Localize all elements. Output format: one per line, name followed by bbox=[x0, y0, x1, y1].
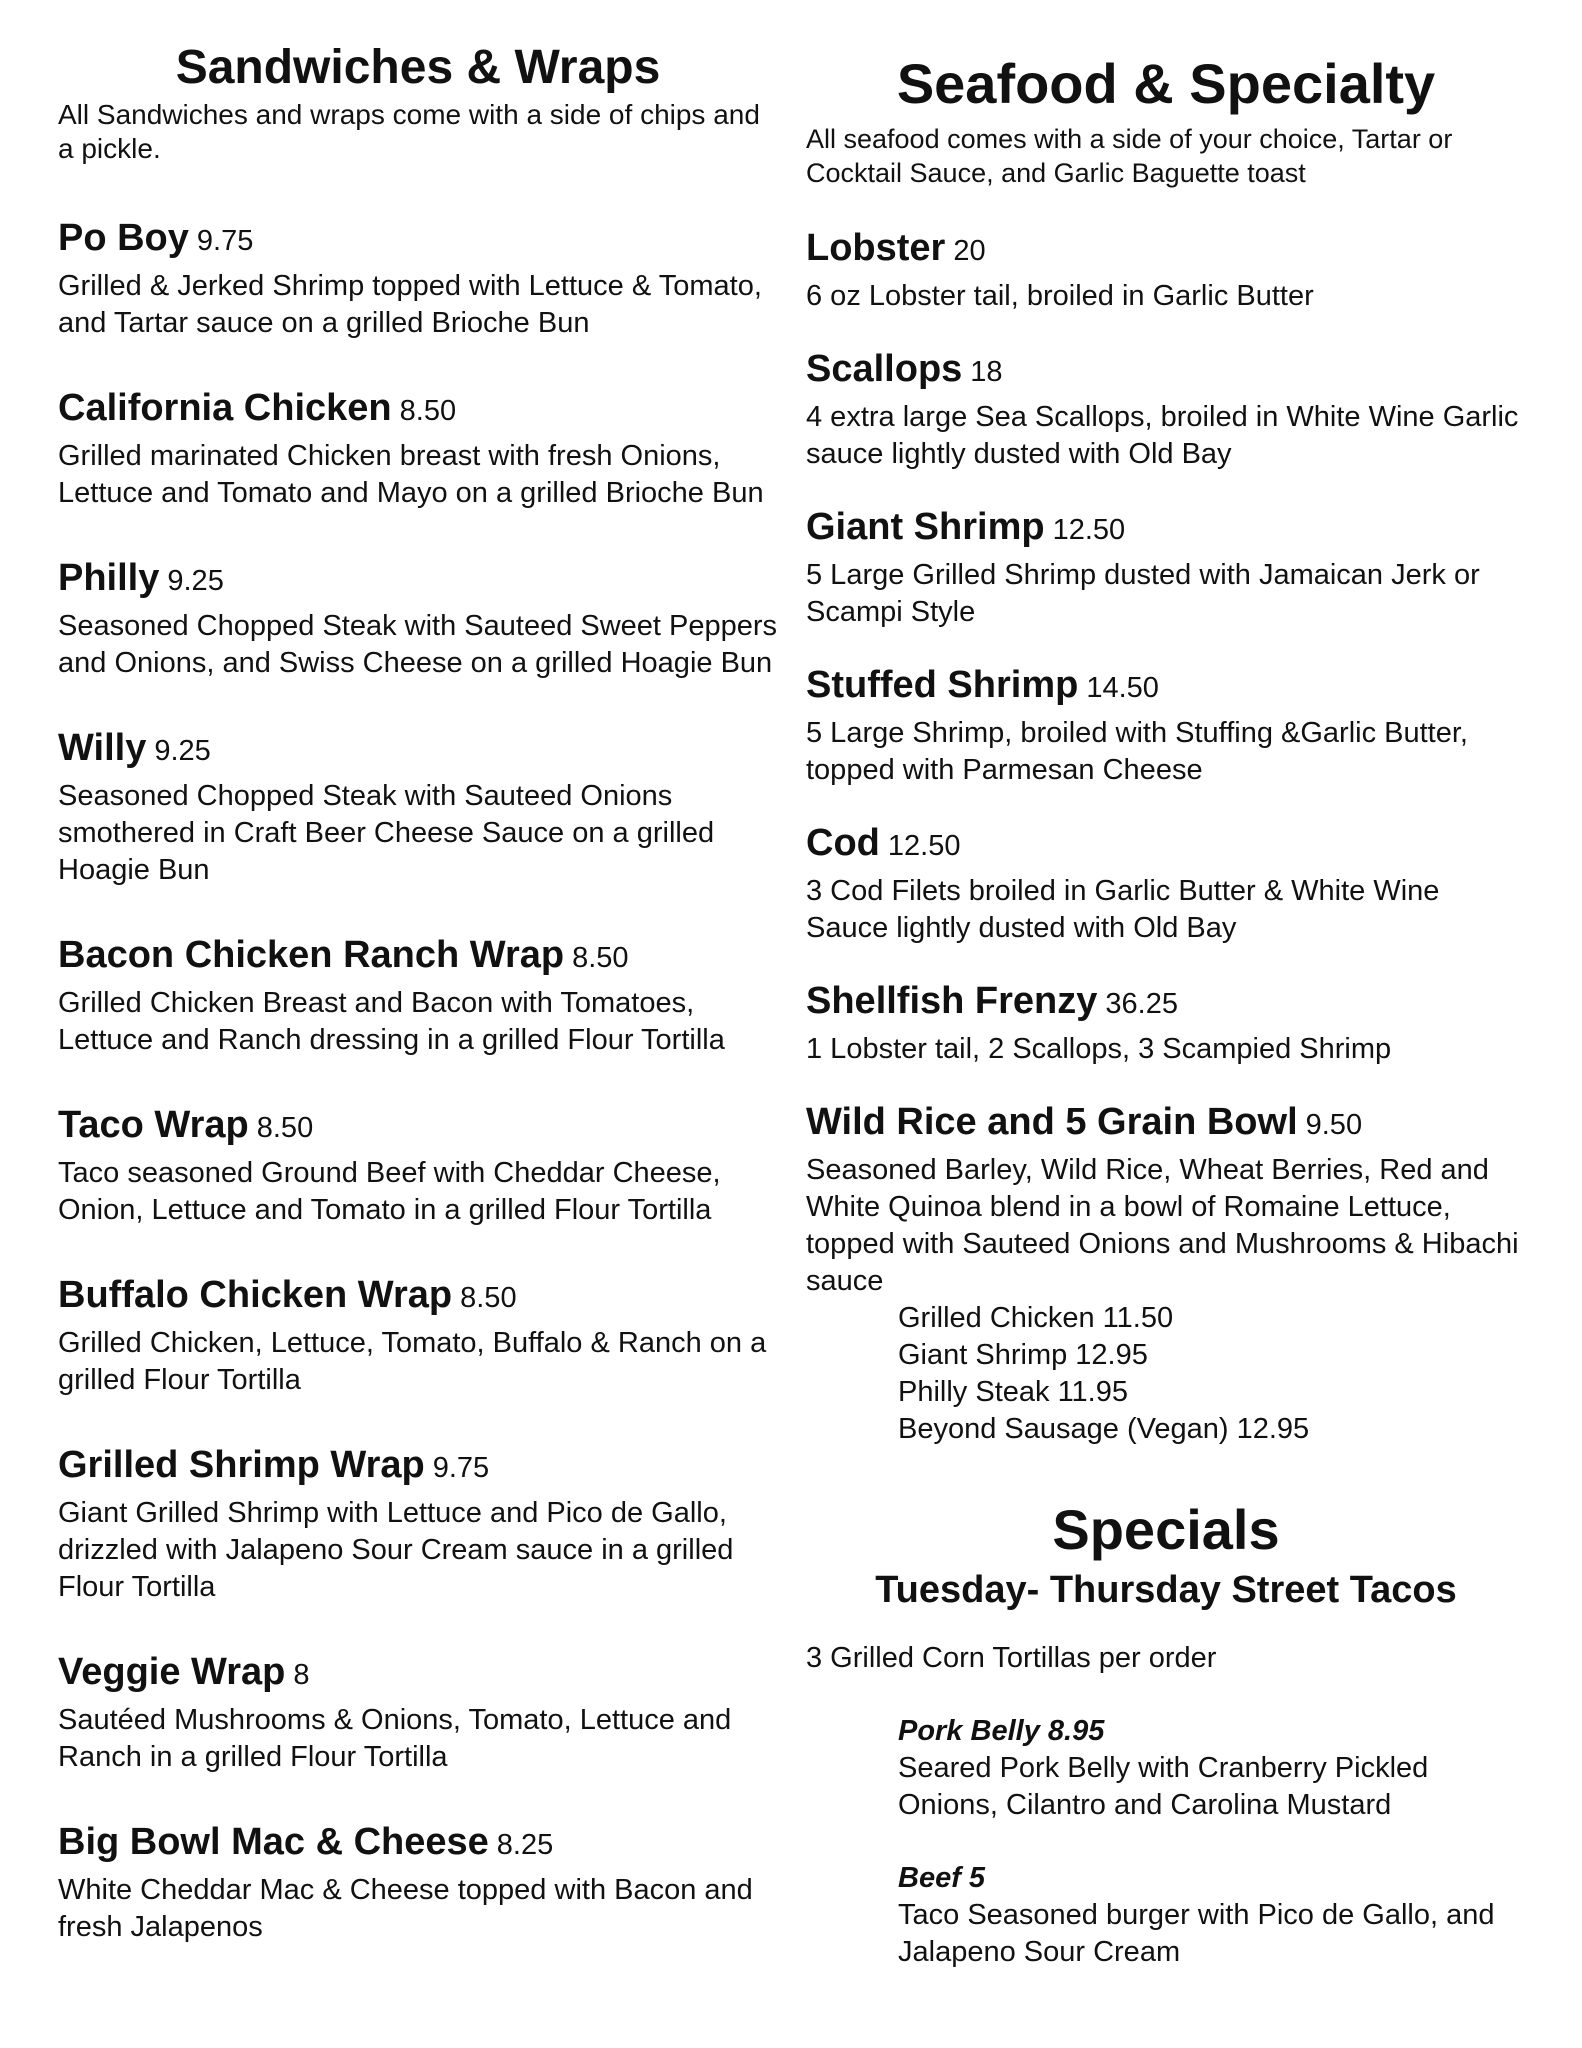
menu-item bbox=[806, 823, 1526, 947]
item-name: Big Bowl Mac & Cheese bbox=[58, 1821, 489, 1863]
item-description: Grilled marinated Chicken breast with fresh Onions, Lettuce and Tomato and Mayo on a grilled Brioche Bun bbox=[58, 440, 764, 509]
item-price: 20 bbox=[953, 235, 986, 267]
menu-item bbox=[806, 507, 1526, 631]
item-name: Stuffed Shrimp bbox=[806, 664, 1079, 706]
seafood-title: Seafood & Specialty bbox=[896, 52, 1436, 115]
item-price: 8.50 bbox=[399, 395, 457, 427]
item-price: 8.50 bbox=[572, 942, 629, 974]
item-price: 8.50 bbox=[256, 1112, 314, 1144]
item-description: 4 extra large Sea Scallops, broiled in White Wine Garlic sauce lightly dusted with Old Bay bbox=[806, 401, 1519, 470]
item-price: 8 bbox=[293, 1659, 310, 1691]
item-price: 9.25 bbox=[154, 735, 211, 767]
taco-description: Seared Pork Belly with Cranberry Pickled Onions, Cilantro and Carolina Mustard bbox=[898, 1752, 1429, 1821]
bowl-option: Philly Steak 11.95 bbox=[898, 1376, 1128, 1408]
item-name: Buffalo Chicken Wrap bbox=[58, 1274, 453, 1316]
item-price: 9.50 bbox=[1305, 1109, 1363, 1141]
item-description: Sautéed Mushrooms & Onions, Tomato, Lettuce and Ranch in a grilled Flour Tortilla bbox=[58, 1704, 732, 1773]
item-name: Taco Wrap bbox=[58, 1104, 249, 1146]
menu-item bbox=[806, 665, 1526, 789]
menu-item bbox=[58, 218, 778, 342]
item-description: 5 Large Shrimp, broiled with Stuffing &Garlic Butter, topped with Parmesan Cheese bbox=[806, 717, 1468, 786]
menu-item bbox=[58, 1105, 778, 1229]
item-description: Grilled Chicken Breast and Bacon with Tomatoes, Lettuce and Ranch dressing in a grilled Flour Tortilla bbox=[58, 987, 725, 1056]
item-name: Veggie Wrap bbox=[58, 1651, 286, 1693]
taco-description: Taco Seasoned burger with Pico de Gallo, and Jalapeno Sour Cream bbox=[898, 1899, 1495, 1968]
item-price: 14.50 bbox=[1086, 672, 1159, 704]
item-price: 9.75 bbox=[432, 1452, 490, 1484]
item-price: 12.50 bbox=[887, 830, 961, 862]
menu-item bbox=[58, 558, 778, 682]
item-price: 9.25 bbox=[167, 565, 224, 597]
taco-item bbox=[898, 1713, 1526, 1824]
item-name: Scallops bbox=[806, 348, 963, 390]
item-name: Bacon Chicken Ranch Wrap bbox=[58, 934, 565, 976]
item-description: Grilled Chicken, Lettuce, Tomato, Buffalo & Ranch on a grilled Flour Tortilla bbox=[58, 1327, 767, 1396]
menu-item bbox=[58, 1275, 778, 1399]
item-description: Giant Grilled Shrimp with Lettuce and Pico de Gallo, drizzled with Jalapeno Sour Cream sauce in a grilled Flour Tortilla bbox=[58, 1497, 734, 1603]
item-name: Giant Shrimp bbox=[806, 506, 1045, 548]
item-name: Lobster bbox=[806, 227, 946, 269]
specials-title: Specials bbox=[1052, 1498, 1280, 1561]
sandwiches-note: All Sandwiches and wraps come with a side of chips and a pickle. bbox=[58, 99, 760, 164]
specials-note: 3 Grilled Corn Tortillas per order bbox=[806, 1642, 1217, 1674]
item-price: 12.50 bbox=[1052, 514, 1126, 546]
menu-item bbox=[58, 935, 778, 1059]
item-description: Seasoned Chopped Steak with Sauteed Onions smothered in Craft Beer Cheese Sauce on a grilled Hoagie Bun bbox=[58, 780, 715, 886]
menu-item bbox=[58, 728, 778, 889]
menu-item bbox=[58, 1445, 778, 1606]
seafood-note: All seafood comes with a side of your choice, Tartar or Cocktail Sauce, and Garlic Baguette toast bbox=[806, 124, 1453, 188]
menu-item bbox=[806, 228, 1526, 315]
menu-item bbox=[58, 388, 778, 512]
bowl-option: Giant Shrimp 12.95 bbox=[898, 1339, 1148, 1371]
taco-item bbox=[898, 1860, 1526, 1971]
menu-item bbox=[806, 349, 1526, 473]
bowl-option: Grilled Chicken 11.50 bbox=[898, 1302, 1174, 1334]
menu-item bbox=[806, 1102, 1526, 1448]
item-price: 8.25 bbox=[496, 1829, 554, 1861]
item-price: 18 bbox=[970, 356, 1003, 388]
item-price: 8.50 bbox=[460, 1282, 517, 1314]
taco-name: Pork Belly 8.95 bbox=[898, 1715, 1105, 1747]
item-description: White Cheddar Mac & Cheese topped with Bacon and fresh Jalapenos bbox=[58, 1874, 753, 1943]
item-description: Grilled & Jerked Shrimp topped with Lettuce & Tomato, and Tartar sauce on a grilled Brioche Bun bbox=[58, 270, 762, 339]
item-description: 5 Large Grilled Shrimp dusted with Jamaican Jerk or Scampi Style bbox=[806, 559, 1480, 628]
menu-item bbox=[806, 981, 1526, 1068]
menu-item bbox=[58, 1822, 778, 1946]
item-name: Wild Rice and 5 Grain Bowl bbox=[806, 1101, 1298, 1143]
item-description: 1 Lobster tail, 2 Scallops, 3 Scampied Shrimp bbox=[806, 1033, 1392, 1065]
item-name: Philly bbox=[58, 557, 160, 599]
item-description: Taco seasoned Ground Beef with Cheddar Cheese, Onion, Lettuce and Tomato in a grilled Flour Tortilla bbox=[58, 1157, 721, 1226]
bowl-option: Beyond Sausage (Vegan) 12.95 bbox=[898, 1413, 1310, 1445]
item-name: Grilled Shrimp Wrap bbox=[58, 1444, 425, 1486]
menu-item bbox=[58, 1652, 778, 1776]
seafood-column bbox=[806, 0, 1526, 1971]
item-price: 9.75 bbox=[196, 225, 254, 257]
item-price: 36.25 bbox=[1105, 988, 1178, 1020]
item-name: Willy bbox=[58, 727, 147, 769]
item-name: Shellfish Frenzy bbox=[806, 980, 1098, 1022]
item-name: Po Boy bbox=[58, 217, 189, 259]
item-description: Seasoned Chopped Steak with Sauteed Sweet Peppers and Onions, and Swiss Cheese on a grilled Hoagie Bun bbox=[58, 610, 778, 679]
specials-subtitle: Tuesday- Thursday Street Tacos bbox=[875, 1569, 1457, 1611]
item-description: Seasoned Barley, Wild Rice, Wheat Berries, Red and White Quinoa blend in a bowl of Romaine Lettuce, topped with Sauteed Onions and Mushrooms & Hibachi sauce bbox=[806, 1154, 1519, 1297]
item-description: 6 oz Lobster tail, broiled in Garlic Butter bbox=[806, 280, 1314, 312]
sandwiches-column bbox=[58, 0, 778, 1946]
sandwiches-title: Sandwiches & Wraps bbox=[175, 41, 661, 94]
taco-name: Beef 5 bbox=[898, 1862, 986, 1894]
item-name: Cod bbox=[806, 822, 880, 864]
item-description: 3 Cod Filets broiled in Garlic Butter & White Wine Sauce lightly dusted with Old Bay bbox=[806, 875, 1440, 944]
item-name: California Chicken bbox=[58, 387, 392, 429]
bowl-options-list bbox=[898, 1300, 1526, 1448]
